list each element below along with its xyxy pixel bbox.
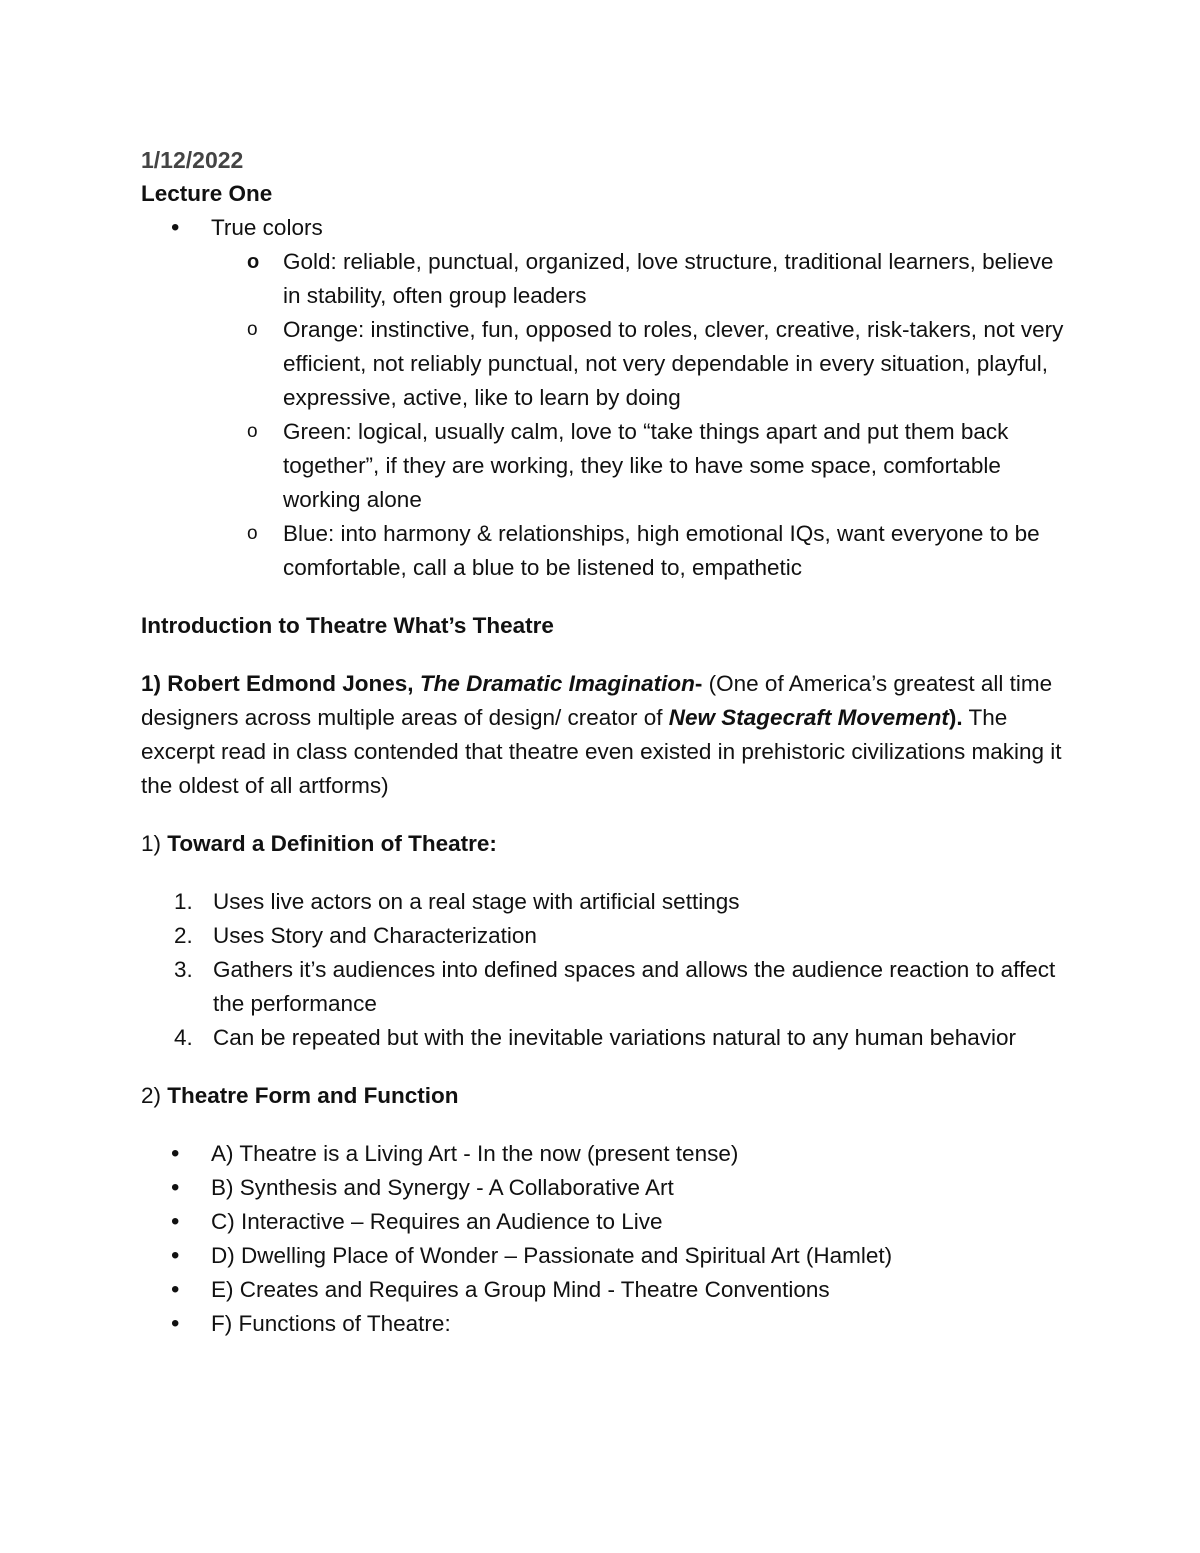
definition-heading: [141, 827, 1071, 861]
hollow-bullet-icon: o: [247, 421, 258, 442]
definition-title: Toward a Definition of Theatre:: [167, 831, 497, 856]
lecture-title: Lecture One: [141, 181, 273, 206]
color-gold-text: Gold: reliable, punctual, organized, love structure, traditional learners, believe in stability, often group leaders: [283, 249, 1054, 308]
list-item: [247, 517, 1071, 585]
jones-movement: New Stagecraft Movement: [668, 705, 949, 730]
color-green-text: Green: logical, usually calm, love to “take things apart and put them back together”, if they are working, they like to have some space, comfortable working alone: [283, 419, 1009, 512]
definition-item-text: Gathers it’s audiences into defined spaces and allows the audience reaction to affect the performance: [213, 957, 1056, 1016]
jones-paragraph: [141, 667, 1071, 803]
list-number: 4.: [174, 1025, 193, 1050]
true-colors-list: [141, 211, 1071, 585]
list-item: [141, 885, 1071, 919]
list-item: [247, 245, 1071, 313]
true-colors-label: True colors: [211, 215, 323, 240]
list-item: • F) Functions of Theatre:: [141, 1307, 1071, 1341]
lecture-date: 1/12/2022: [141, 147, 244, 173]
list-item: • E) Creates and Requires a Group Mind - Theatre Conventions: [141, 1273, 1071, 1307]
jones-name: Robert Edmond Jones,: [167, 671, 414, 696]
jones-number: 1): [141, 671, 162, 696]
hollow-bullet-icon: o: [247, 251, 260, 273]
definition-list: [141, 885, 1071, 1055]
list-item: [247, 313, 1071, 415]
form-function-title: Theatre Form and Function: [167, 1083, 459, 1108]
hollow-bullet-icon: o: [247, 523, 258, 544]
list-item: [141, 1021, 1071, 1055]
definition-item-text: Uses Story and Characterization: [213, 923, 537, 948]
jones-close: ).: [948, 705, 963, 730]
color-blue-text: Blue: into harmony & relationships, high emotional IQs, want everyone to be comfortable, call a blue to be listened to, empathetic: [283, 521, 1040, 580]
list-item: • D) Dwelling Place of Wonder – Passionate and Spiritual Art (Hamlet): [141, 1239, 1071, 1273]
list-item: [141, 953, 1071, 1021]
intro-heading: Introduction to Theatre What’s Theatre: [141, 613, 554, 638]
hollow-bullet-icon: o: [247, 319, 258, 340]
definition-number: 1): [141, 831, 162, 856]
list-number: 2.: [174, 923, 193, 948]
list-item: • B) Synthesis and Synergy - A Collaborative Art: [141, 1171, 1071, 1205]
color-types-list: [211, 245, 1071, 585]
definition-item-text: Can be repeated but with the inevitable variations natural to any human behavior: [213, 1025, 1017, 1050]
form-function-heading: [141, 1079, 1071, 1113]
definition-item-text: Uses live actors on a real stage with artificial settings: [213, 889, 740, 914]
list-number: 1.: [174, 889, 193, 914]
list-number: 3.: [174, 957, 193, 982]
list-item: [247, 415, 1071, 517]
list-item: [141, 211, 1071, 585]
jones-text-2: The excerpt read in class contended that theatre even existed in prehistoric civilizations making it the oldest of all artforms): [141, 705, 1062, 798]
document-body: [141, 143, 1071, 1341]
list-item: • C) Interactive – Requires an Audience to Live: [141, 1205, 1071, 1239]
jones-text-1: (One of America’s greatest all time designers across multiple areas of design/ creator of: [141, 671, 1053, 730]
list-item: • A) Theatre is a Living Art - In the now (present tense): [141, 1137, 1071, 1171]
jones-dash: -: [694, 671, 703, 696]
jones-book-title: The Dramatic Imagination: [419, 671, 695, 696]
form-function-number: 2): [141, 1083, 162, 1108]
form-function-list: [141, 1137, 1071, 1341]
color-orange-text: Orange: instinctive, fun, opposed to roles, clever, creative, risk-takers, not very efficient, not reliably punctual, not very dependable in every situation, playful, expressive, active, like to learn by doing: [283, 317, 1064, 410]
list-item: [141, 919, 1071, 953]
